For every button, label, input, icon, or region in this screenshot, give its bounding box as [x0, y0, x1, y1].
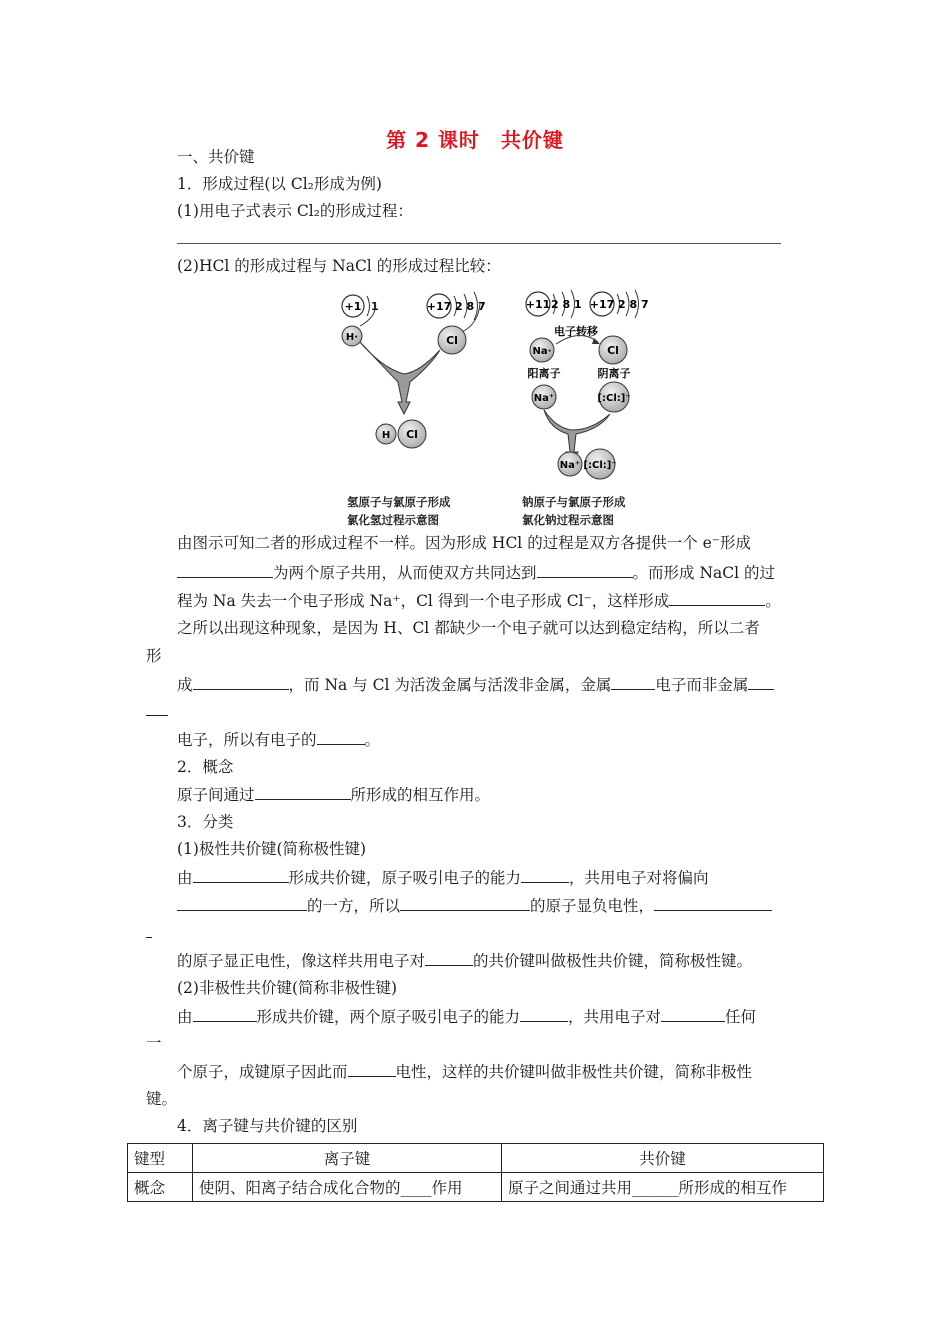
paragraph-line — [146, 922, 152, 943]
h-atom-label: H· — [345, 332, 359, 343]
table-cell: 使阴、阳离子结合成化合物的____作用 — [193, 1173, 502, 1202]
cation-label: 阳离子 — [527, 367, 561, 380]
answer-line — [177, 243, 781, 244]
table-header-cell: 键型 — [128, 1144, 193, 1173]
fill-blank[interactable] — [425, 950, 473, 966]
svg-text:+17: +17 — [589, 298, 615, 311]
question-text: (2)HCl 的形成过程与 NaCl 的形成过程比较： — [177, 257, 501, 275]
figure-caption-left: 氢原子与氯原子形成 氯化氢过程示意图 — [347, 495, 451, 527]
fill-blank[interactable] — [520, 1006, 568, 1022]
paragraph-line: 由图示可知二者的形成过程不一样。因为形成 HCl 的过程是双方各提供一个 e⁻形成 — [177, 534, 751, 552]
paragraph-line: 形 — [146, 647, 162, 665]
table-header-row — [128, 1144, 824, 1173]
subsection-heading: 3．分类 — [177, 813, 234, 831]
comparison-table — [127, 1143, 824, 1202]
paragraph-line: 程为 Na 失去一个电子形成 Na⁺，Cl 得到一个电子形成 Cl⁻，这样形成 。 — [177, 592, 781, 610]
fill-blank[interactable] — [348, 1061, 396, 1077]
table-header-cell: 离子键 — [193, 1144, 502, 1173]
paragraph-line: 为两个原子共用，从而使双方共同达到 。而形成 NaCl 的过 — [177, 562, 775, 583]
table-cell: 原子之间通过共用______所形成的相互作 — [502, 1173, 824, 1202]
paragraph-line: 由 形成共价键，两个原子吸引电子的能力 ，共用电子对 任何 — [177, 1008, 757, 1026]
fill-blank[interactable] — [177, 895, 307, 911]
paragraph-line: 的一方，所以 的原子显负电性， — [177, 895, 772, 916]
fill-blank[interactable] — [537, 562, 633, 578]
paragraph-line: 电子，所以有电子的 。 — [177, 731, 381, 749]
fill-blank[interactable] — [669, 590, 765, 606]
fill-blank[interactable] — [193, 674, 289, 690]
fill-blank[interactable] — [521, 867, 569, 883]
paragraph-line: 个原子，成键原子因此而 电性，这样的共价键叫做非极性共价键，简称非极性 — [177, 1063, 753, 1081]
na-ion-label: Na⁺ — [533, 393, 555, 404]
subsection-heading: 4．离子键与共价键的区别 — [177, 1117, 358, 1135]
section-heading: 一、共价键 — [177, 148, 255, 166]
fill-blank[interactable] — [611, 674, 655, 690]
fill-blank[interactable] — [400, 895, 530, 911]
table-cell: 概念 — [128, 1173, 193, 1202]
paragraph-line: 由 形成共价键，原子吸引电子的能力 ，共用电子对将偏向 — [177, 869, 709, 887]
svg-text:1: 1 — [371, 300, 379, 313]
fill-blank[interactable] — [255, 784, 351, 800]
svg-text:+17: +17 — [426, 300, 452, 313]
table-header-cell: 共价键 — [502, 1144, 824, 1173]
fill-blank[interactable] — [661, 1006, 725, 1022]
svg-text:+11: +11 — [525, 298, 551, 311]
nacl-cl-label: [:Cl:]⁻ — [583, 460, 617, 471]
fill-blank[interactable] — [317, 729, 365, 745]
subsection-heading: (2)非极性共价键(简称非极性键) — [177, 979, 398, 997]
paragraph-line: 之所以出现这种现象，是因为 H、Cl 都缺少一个电子就可以达到稳定结构，所以二者 — [177, 619, 760, 637]
fill-blank[interactable] — [193, 1006, 257, 1022]
question-text: (1)用电子式表示 Cl₂的形成过程： — [177, 202, 413, 220]
fill-blank[interactable] — [146, 922, 152, 938]
svg-text:+1: +1 — [344, 300, 362, 313]
paragraph-line: 一 — [146, 1034, 162, 1052]
subsection-heading: (1)极性共价键(简称极性键) — [177, 840, 367, 858]
table-row — [128, 1173, 824, 1202]
na-atom-label: Na· — [532, 346, 552, 357]
fill-blank[interactable] — [146, 700, 168, 716]
chlorine-atom-structure-2 — [590, 290, 649, 318]
fill-blank[interactable] — [748, 674, 774, 690]
cl-atom-label: Cl — [446, 334, 458, 347]
subsection-heading: 1．形成过程(以 Cl₂形成为例) — [177, 175, 382, 193]
paragraph-line: 原子间通过 所形成的相互作用。 — [177, 786, 491, 804]
svg-text:2 8 7: 2 8 7 — [455, 300, 486, 313]
fill-blank[interactable] — [177, 562, 273, 578]
sodium-atom-structure — [526, 290, 582, 318]
paragraph-line — [146, 700, 168, 721]
page-title: 第 2 课时 共价键 — [386, 128, 564, 152]
figure-caption-right: 钠原子与氯原子形成 氯化钠过程示意图 — [522, 495, 626, 527]
paragraph-line: 成 ，而 Na 与 Cl 为活泼金属与活泼非金属，金属 电子而非金属 — [177, 674, 774, 695]
cl-atom-label-2: Cl — [607, 344, 619, 357]
fill-blank[interactable] — [193, 867, 289, 883]
electron-transfer-label: 电子转移 — [554, 325, 598, 338]
hcl-h-label: H — [381, 430, 391, 441]
fill-blank[interactable] — [654, 895, 772, 911]
nacl-na-label: Na⁺ — [559, 460, 581, 471]
hcl-cl-label: Cl — [406, 428, 418, 441]
paragraph-line: 键。 — [146, 1090, 178, 1108]
svg-text:2 8 1: 2 8 1 — [551, 298, 582, 311]
cl-ion-label: [:Cl:]⁻ — [597, 393, 631, 404]
paragraph-line: 的原子显正电性，像这样共用电子对 的共价键叫做极性共价键，简称极性键。 — [177, 952, 753, 970]
anion-label: 阴离子 — [597, 367, 631, 380]
svg-text:2 8 7: 2 8 7 — [618, 298, 649, 311]
subsection-heading: 2．概念 — [177, 758, 234, 776]
